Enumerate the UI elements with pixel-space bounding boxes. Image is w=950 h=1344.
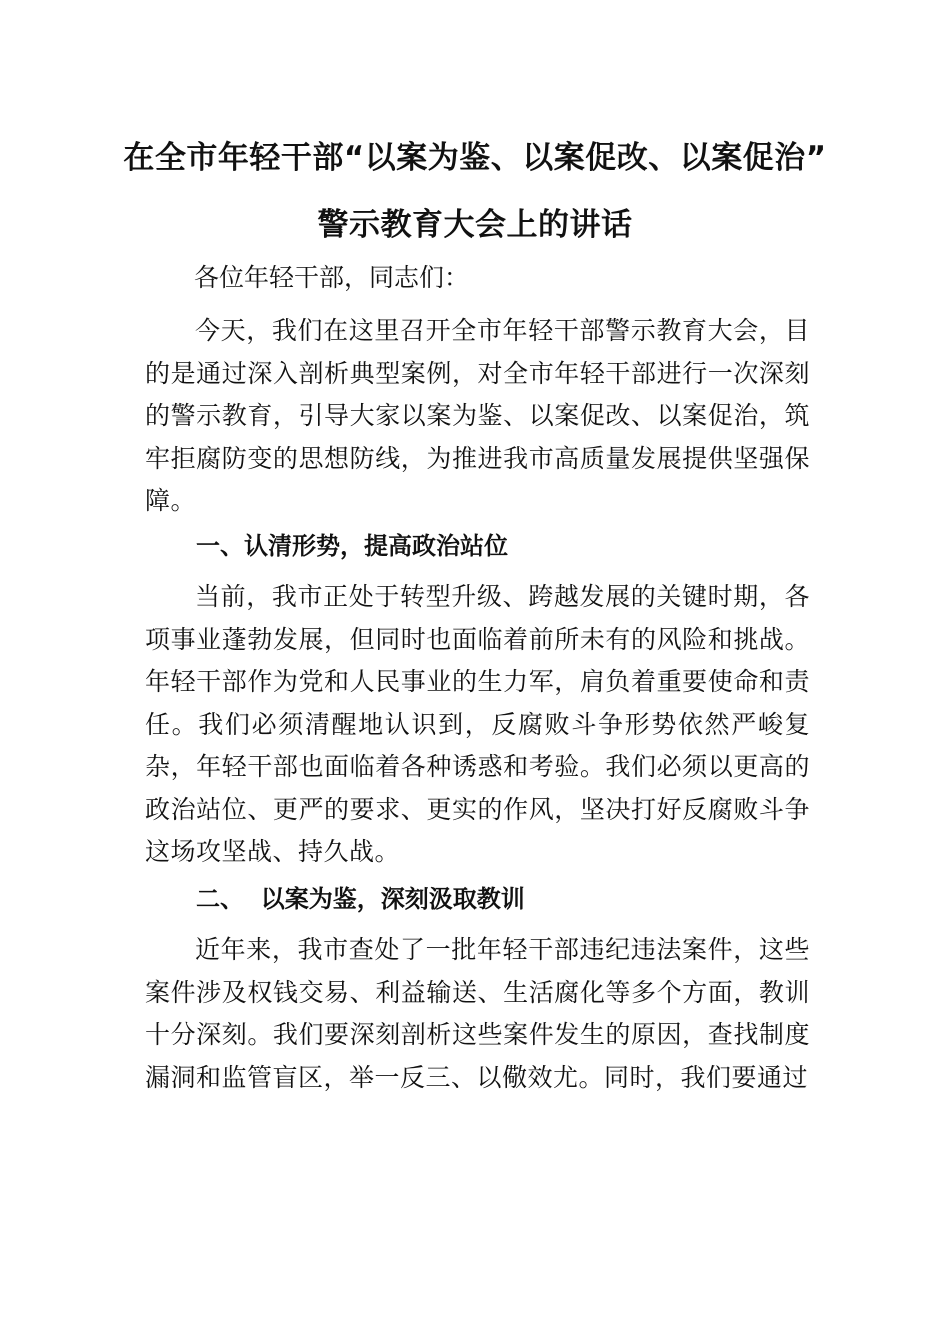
paragraph-section-1: 当前，我市正处于转型升级、跨越发展的关键时期，各项事业蓬勃发展，但同时也面临着前所未有的风险和挑战。年轻干部作为党和人民事业的生力军，肩负着重要使命和责任。我们必须清醒地认识到，反腐败斗争形势依然严峻复杂，年轻干部也面临着各种诱惑和考验。我们必须以更高的政治站位、更严的要求、更实的作风，坚决打好反腐败斗争这场攻坚战、持久战。 — [145, 582, 810, 866]
section-heading-1: 一、认清形势，提高政治站位 — [196, 532, 508, 560]
salutation: 各位年轻干部，同志们： — [194, 263, 470, 292]
paragraph-opening: 今天，我们在这里召开全市年轻干部警示教育大会，目的是通过深入剖析典型案例，对全市年轻干部进行一次深刻的警示教育，引导大家以案为鉴、以案促改、以案促治，筑牢拒腐防变的思想防线，为推进我市高质量发展提供坚强保障。 — [145, 316, 810, 515]
document-title-line-2: 警示教育大会上的讲话 — [317, 207, 633, 243]
paragraph-section-2: 近年来，我市查处了一批年轻干部违纪违法案件，这些案件涉及权钱交易、利益输送、生活腐化等多个方面，教训十分深刻。我们要深刻剖析这些案件发生的原因，查找制度漏洞和监管盲区，举一反三、以儆效尤。同时，我们要通过 — [145, 935, 810, 1092]
document-title-line-1: 在全市年轻干部“以案为鉴、以案促改、以案促治” — [123, 140, 827, 176]
section-heading-2: 二、 以案为鉴，深刻汲取教训 — [196, 885, 525, 913]
